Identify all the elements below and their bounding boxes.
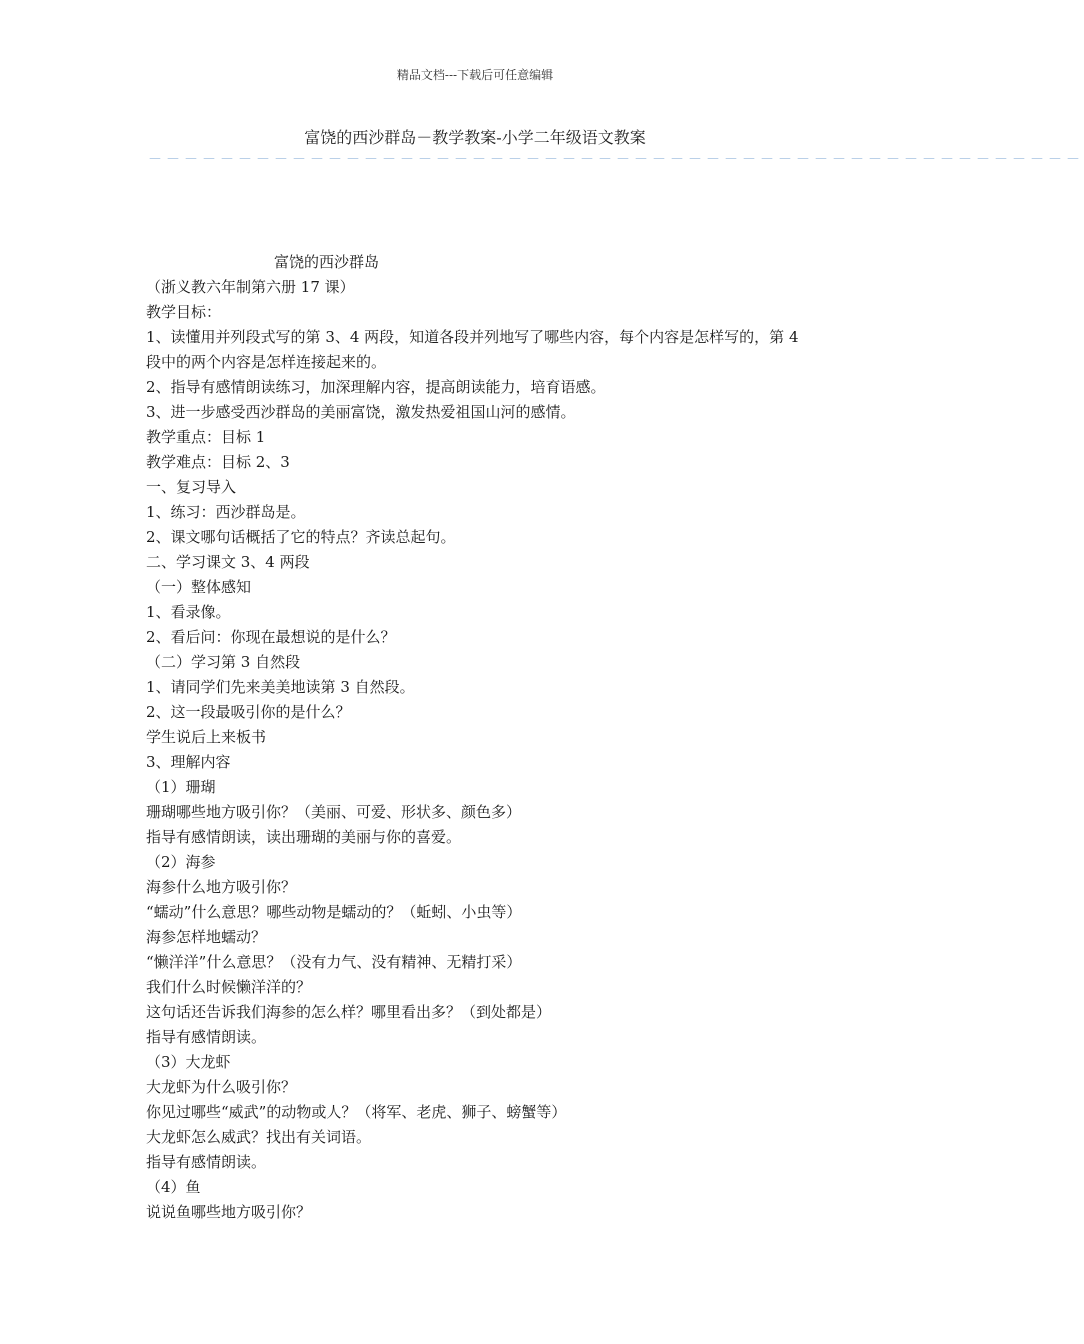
text-line: （4）鱼: [146, 1178, 201, 1196]
text-line: 海参怎样地蠕动？: [146, 928, 267, 946]
text-line: （3）大龙虾: [146, 1053, 231, 1071]
text-line: 教学目标：: [146, 303, 222, 321]
text-line: 海参什么地方吸引你？: [146, 878, 297, 896]
text-line: 二、学习课文 3、4 两段: [146, 553, 310, 571]
text-line: 2、指导有感情朗读练习，加深理解内容，提高朗读能力，培育语感。: [146, 378, 606, 396]
text-line: （浙义教六年制第六册 17 课）: [146, 278, 355, 296]
text-line: 教学重点：目标 1: [146, 428, 266, 446]
text-line: 你见过哪些“威武”的动物或人？（将军、老虎、狮子、螃蟹等）: [146, 1103, 567, 1121]
text-line: 2、这一段最吸引你的是什么？: [146, 703, 351, 721]
text-line: 大龙虾怎么威武？找出有关词语。: [146, 1128, 372, 1146]
text-line: 1、练习：西沙群岛是。: [146, 503, 306, 521]
text-line: （1）珊瑚: [146, 778, 216, 796]
lesson-body: [146, 250, 814, 1225]
text-line: 教学难点：目标 2、3: [146, 453, 290, 471]
text-line: “懒洋洋”什么意思？（没有力气、没有精神、无精打采）: [146, 953, 522, 971]
text-line: “蠕动”什么意思？哪些动物是蠕动的？（蚯蚓、小虫等）: [146, 903, 522, 921]
text-line: 1、请同学们先来美美地读第 3 自然段。: [146, 678, 415, 696]
text-line: 说说鱼哪些地方吸引你？: [146, 1203, 312, 1221]
text-line: 我们什么时候懒洋洋的？: [146, 978, 312, 996]
text-line: （一）整体感知: [146, 578, 252, 596]
text-line: 一、复习导入: [146, 478, 237, 496]
text-line: 学生说后上来板书: [146, 728, 267, 746]
text-line: 这句话还告诉我们海参的怎么样？哪里看出多？（到处都是）: [146, 1003, 552, 1021]
text-line: （二）学习第 3 自然段: [146, 653, 301, 671]
text-line: 指导有感情朗读。: [146, 1028, 267, 1046]
text-line: 珊瑚哪些地方吸引你？（美丽、可爱、形状多、颜色多）: [146, 803, 522, 821]
text-line: 1、读懂用并列段式写的第 3、4 两段，知道各段并列地写了哪些内容，每个内容是怎样写的，第 4 段中的两个内容是怎样连接起来的。: [146, 328, 799, 371]
text-line: 指导有感情朗读。: [146, 1153, 267, 1171]
text-line: 3、理解内容: [146, 753, 231, 771]
text-line: 1、看录像。: [146, 603, 231, 621]
text-line: 3、进一步感受西沙群岛的美丽富饶，激发热爱祖国山河的感情。: [146, 403, 576, 421]
title-divider: －－－－－－－－－－－－－－－－－－－－－－－－－－－－－－－－－－－－－－－－－－－－－－－－－－－－: [148, 152, 1084, 168]
text-line: （2）海参: [146, 853, 216, 871]
text-line: 2、看后问：你现在最想说的是什么？: [146, 628, 396, 646]
text-line: 大龙虾为什么吸引你？: [146, 1078, 297, 1096]
text-line: 指导有感情朗读，读出珊瑚的美丽与你的喜爱。: [146, 828, 462, 846]
lesson-title: 富饶的西沙群岛: [274, 253, 380, 271]
document-title: 富饶的西沙群岛－教学教案-小学二年级语文教案: [304, 128, 646, 147]
header-note: 精品文档---下载后可任意编辑: [396, 68, 554, 82]
text-line: 2、课文哪句话概括了它的特点？齐读总起句。: [146, 528, 456, 546]
